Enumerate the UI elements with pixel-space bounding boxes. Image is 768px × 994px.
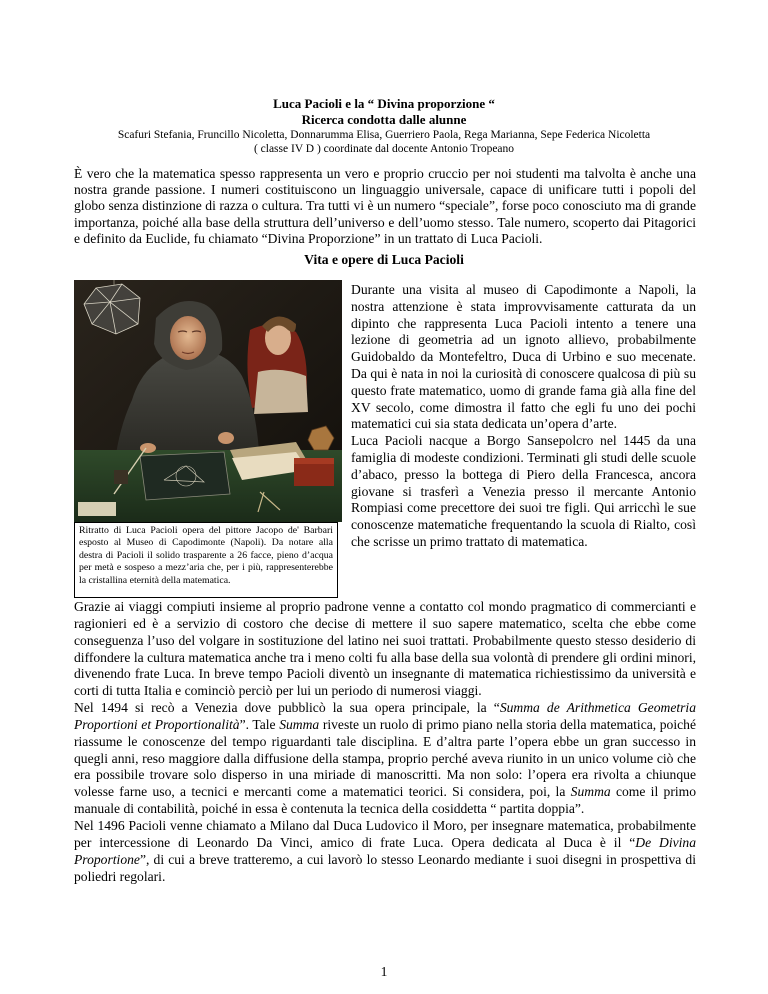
authors-class-note: ( classe IV D ) coordinate dal docente Antonio Tropeano xyxy=(253,143,515,155)
travels-paragraph: Grazie ai viaggi compiuti insieme al proprio padrone venne a contatto col mondo pragmatico di commercianti e ragionieri ed è a servizio di costoro che decise di mettere il suo sapere matematico, scelta che ebbe come conseguenza l’uso del volgare in sostituzione del latino nei suoi trattati. Probabilmente questo stesso desiderio di diffondere la cultura matematica anche tra i meno colti fu alla base della sua volontà di prendere gli ordini minori, divenendo frate Luca. In breve tempo Pacioli diventò un insegnante di matematica richiestissimo da università e corti di tutta Italia e cominciò perciò per lui un periodo di numerosi viaggi. xyxy=(74,599,696,699)
intro-paragraph: È vero che la matematica spesso rappresenta un vero e proprio cruccio per noi studenti ma talvolta è anche una nostra grande passione. I numeri costituiscono un linguaggio universale, capace di unificare tutti i popoli del globo senza distinzione di razza o cultura. Tra tutti vi è un numero “speciale”, forse poco conosciuto ma di grande importanza, poiché alla base della struttura dell’universo e dell’uomo stesso. Tale numero, scoperto dai Pitagorici e definito da Euclide, fu chiamato “Divina Proporzione” in un trattato di Luca Pacioli. xyxy=(74,166,696,246)
document-title: Luca Pacioli e la “ Divina proporzione “ xyxy=(273,96,495,111)
section-heading: Vita e opere di Luca Pacioli xyxy=(304,252,464,267)
pacioli-portrait-image xyxy=(74,280,342,522)
document-subtitle: Ricerca condotta dalle alunne xyxy=(301,112,467,127)
biography-column xyxy=(351,282,696,551)
body-text xyxy=(74,599,696,885)
milan-paragraph: Nel 1496 Pacioli venne chiamato a Milano dal Duca Ludovico il Moro, per insegnare matematica, probabilmente per intercessione di Leonardo Da Vinci, amico di frate Luca. Opera dedicata al Duca è il “De Divina Proportione”, di cui a breve tratteremo, a cui lavorò lo stesso Leonardo mediante i suoi disegni in prospettiva di poliedri regolari. xyxy=(74,817,697,884)
page-number: 1 xyxy=(380,964,388,979)
authors-list: Scafuri Stefania, Fruncillo Nicoletta, Donnarumma Elisa, Guerriero Paola, Rega Marianna, Sepe Federica Nicoletta xyxy=(117,129,651,141)
museum-visit-paragraph: Durante una visita al museo di Capodimonte a Napoli, la nostra attenzione è stata improvvisamente catturata da un dipinto che rappresenta Luca Pacioli intento a tenere una lezione di geometria ad un ignoto allievo, probabilmente Guidobaldo da Montefeltro, Duca di Urbino e suo mecenate. Da qui è nata in noi la curiosità di conoscere qualcosa di più su questo frate matematico, uomo di grande fama già alla fine del XV secolo, come dimostra il fatto che egli fu uno dei pochi matematici cui sia stata dedicata un’opera d’arte. xyxy=(351,282,696,432)
summa-paragraph: Nel 1494 si recò a Venezia dove pubblicò la sua opera principale, la “Summa de Arithmetica Geometria Proportioni et Proportionalità”. Tale Summa riveste un ruolo di primo piano nella storia della matematica, poiché riassume le conoscenze del tempo riguardanti tale disciplina. E d’altra parte l’opera ebbe un gran successo in quegli anni, reso maggiore dalla diffusione della stampa, proprio perché aveva riunito in un unico volume ciò che era possibile trovare solo disperso in una miriade di manoscritti. Ma non solo: l’opera era rivolta a chiunque volesse farne uso, a tecnici e mercanti come a matematici teorici. Si considera, poi, la Summa come il primo manuale di contabilità, poiché in essa è contenuta la tecnica della cosiddetta “ partita doppia”. xyxy=(74,700,696,817)
early-life-paragraph: Luca Pacioli nacque a Borgo Sansepolcro nel 1445 da una famiglia di modeste condizioni. Terminati gli studi delle scuole d’abaco, presso la bottega di Piero della Francesca, ancora giovane si trasferì a Venezia presso il mercante Antonio Rompiasi come precettore dei suoi tre figli. Qui arricchì le sue conoscenze matematiche frequentando la scuola di Rialto, così che scrisse un primo trattato di matematica. xyxy=(351,433,696,549)
portrait-caption: Ritratto di Luca Pacioli opera del pittore Jacopo de' Barbari esposto al Museo di Capodimonte (Napoli). Da notare alla destra di Pacioli il solido trasparente a 26 facce, pieno d’acqua per metà e sospeso a mezz’aria che, per i più, rappresenterebbe la cristallina eternità della matematica. xyxy=(74,522,338,598)
